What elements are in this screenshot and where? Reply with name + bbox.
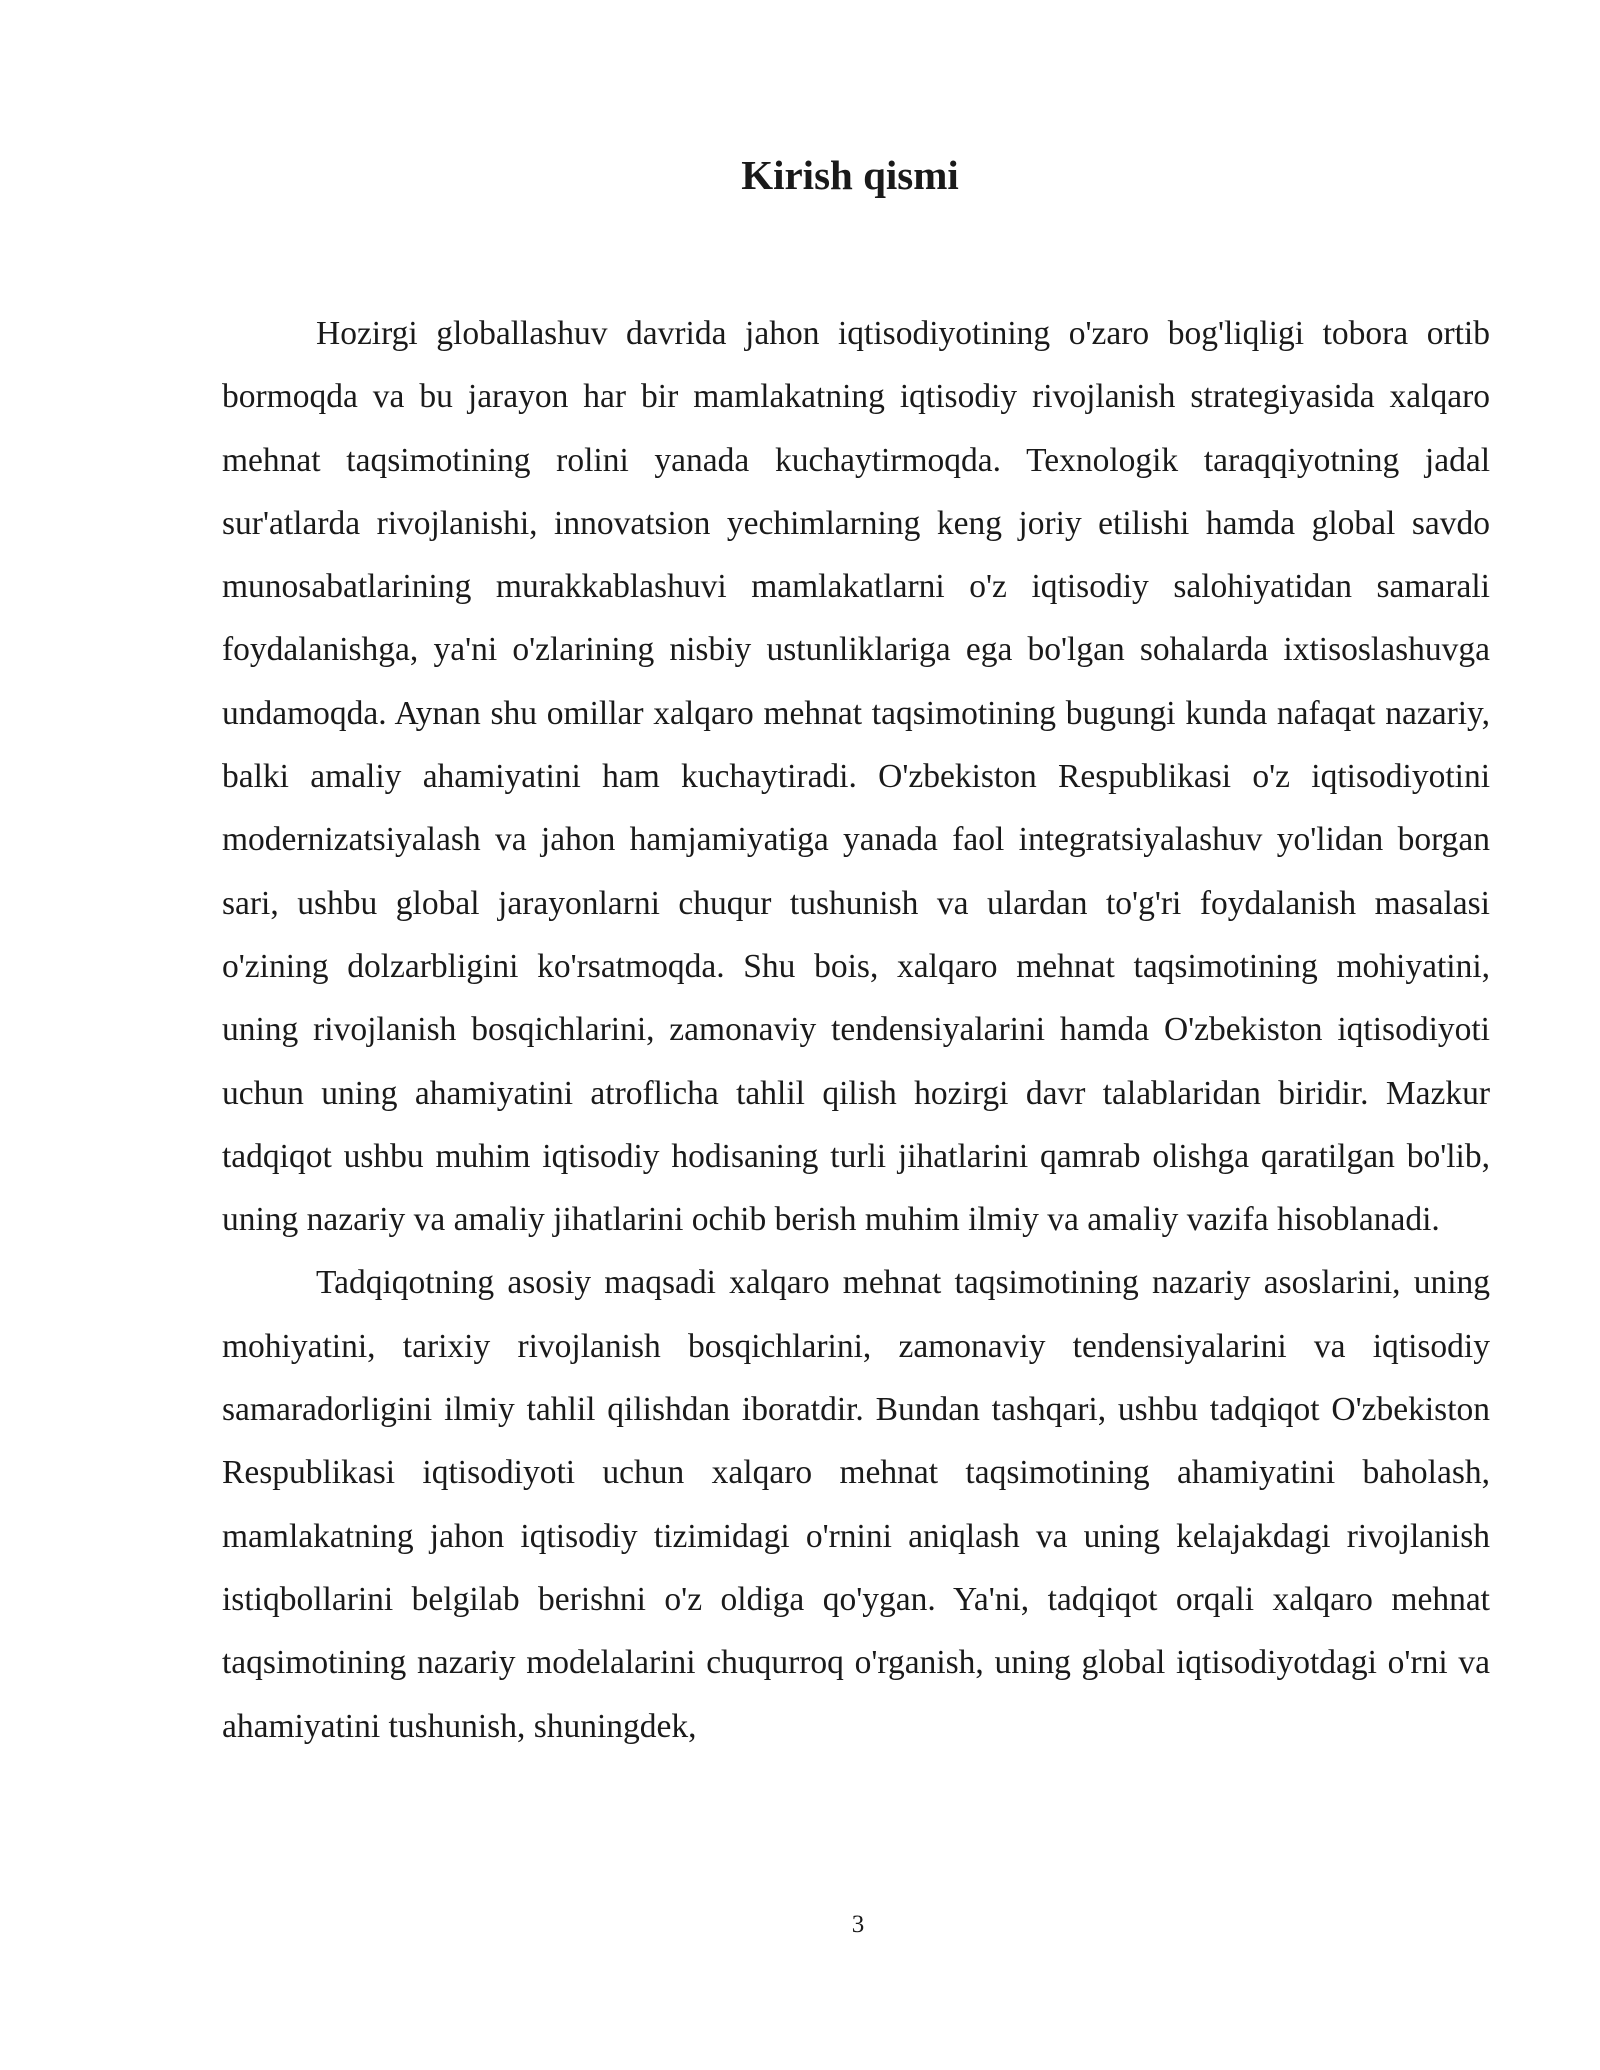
page-number: 3 bbox=[851, 1911, 865, 1938]
body-text bbox=[222, 302, 1490, 1758]
paragraph-1: Hozirgi globallashuv davrida jahon iqtisodiyotining o'zaro bog'liqligi tobora ortib bormoqda va bu jarayon har bir mamlakatning iqtisodiy rivojlanish strategiyasida xalqaro mehnat taqsimotining rolini yanada kuchaytirmoqda. Texnologik taraqqiyotning jadal sur'atlarda rivojlanishi, innovatsion yechimlarning keng joriy etilishi hamda global savdo munosabatlarining murakkablashuvi mamlakatlarni o'z iqtisodiy salohiyatidan samarali foydalanishga, ya'ni o'zlarining nisbiy ustunliklariga ega bo'lgan sohalarda ixtisoslashuvga undamoqda. Aynan shu omillar xalqaro mehnat taqsimotining bugungi kunda nafaqat nazariy, balki amaliy ahamiyatini ham kuchaytiradi. O'zbekiston Respublikasi o'z iqtisodiyotini modernizatsiyalash va jahon hamjamiyatiga yanada faol integratsiyalashuv yo'lidan borgan sari, ushbu global jarayonlarni chuqur tushunish va ulardan to'g'ri foydalanish masalasi o'zining dolzarbligini ko'rsatmoqda. Shu bois, xalqaro mehnat taqsimotining mohiyatini, uning rivojlanish bosqichlarini, zamonaviy tendensiyalarini hamda O'zbekiston iqtisodiyoti uchun uning ahamiyatini atroflicha tahlil qilish hozirgi davr talablaridan biridir. Mazkur tadqiqot ushbu muhim iqtisodiy hodisaning turli jihatlarini qamrab olishga qaratilgan bo'lib, uning nazariy va amaliy jihatlarini ochib berish muhim ilmiy va amaliy vazifa hisoblanadi. bbox=[222, 315, 1490, 1239]
paragraph-2: Tadqiqotning asosiy maqsadi xalqaro mehnat taqsimotining nazariy asoslarini, uning mohiyatini, tarixiy rivojlanish bosqichlarini, zamonaviy tendensiyalarini va iqtisodiy samaradorligini ilmiy tahlil qilishdan iboratdir. Bundan tashqari, ushbu tadqiqot O'zbekiston Respublikasi iqtisodiyoti uchun xalqaro mehnat taqsimotining ahamiyatini baholash, mamlakatning jahon iqtisodiy tizimidagi o'rnini aniqlash va uning kelajakdagi rivojlanish istiqbollarini belgilab berishni o'z oldiga qo'ygan. Ya'ni, tadqiqot orqali xalqaro mehnat taqsimotining nazariy modelalarini chuqurroq o'rganish, uning global iqtisodiyotdagi o'rni va ahamiyatini tushunish, shuningdek, bbox=[222, 1264, 1490, 1745]
page-title: Kirish qismi bbox=[741, 152, 959, 198]
